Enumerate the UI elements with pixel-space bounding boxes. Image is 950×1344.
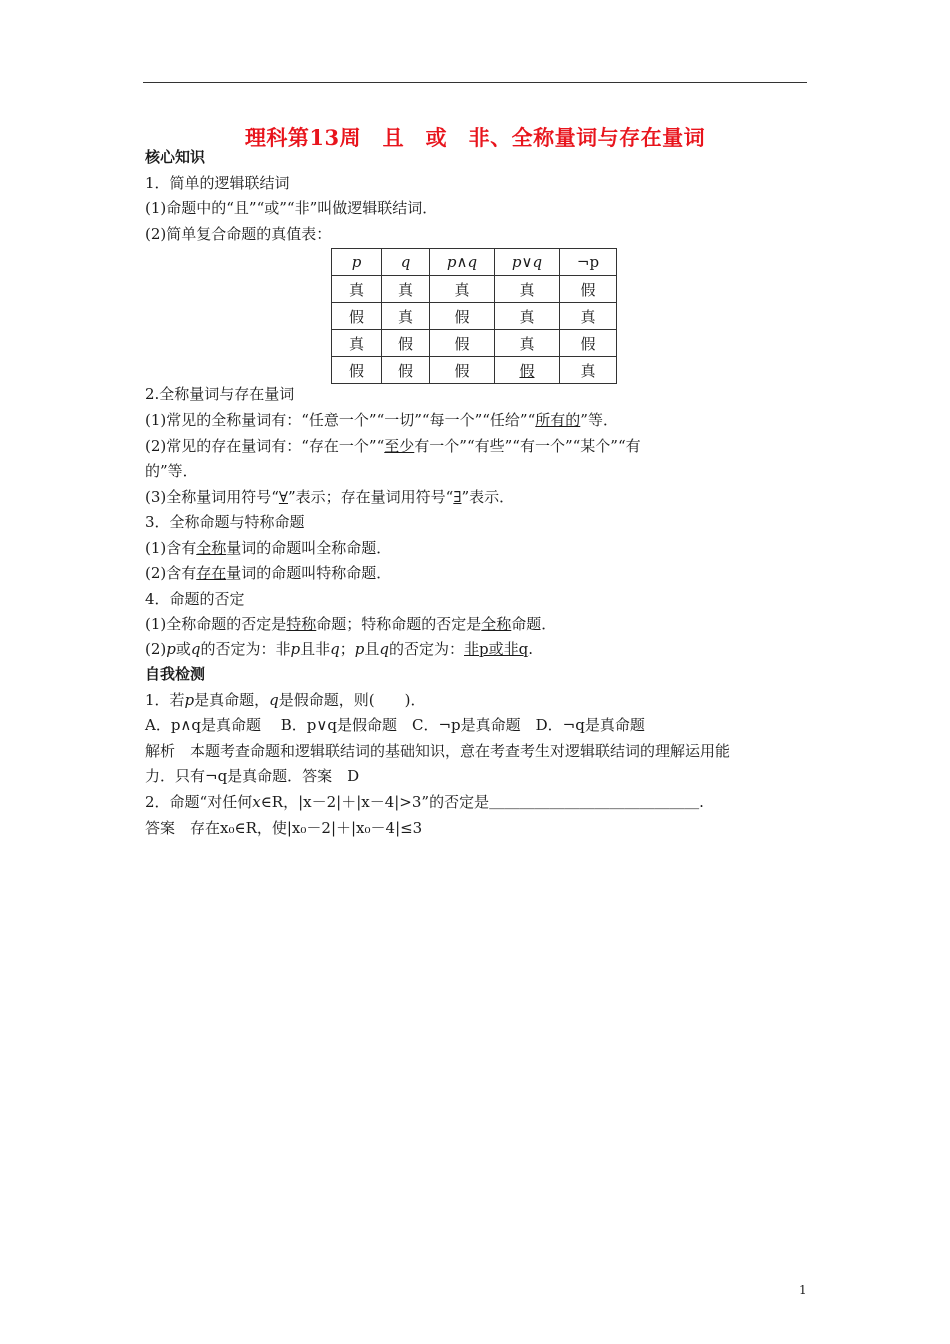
question-1: 1．若p是真命题，q是假命题，则( )． bbox=[145, 691, 426, 709]
answer-underline: 全称 bbox=[481, 615, 512, 633]
exists-symbol: ∃ bbox=[453, 488, 462, 506]
table-cell: 假 bbox=[560, 276, 617, 303]
answer-underline: 存在 bbox=[196, 564, 227, 582]
answer-underline: 所有的 bbox=[535, 411, 581, 429]
table-row bbox=[332, 330, 617, 357]
table-cell: 假 bbox=[332, 357, 382, 384]
paragraph-negation-rules: (1)全称命题的否定是特称命题；特称命题的否定是全称命题． bbox=[145, 615, 557, 633]
answer-underline: 特称 bbox=[286, 615, 317, 633]
header-cell: q bbox=[382, 249, 430, 276]
table-cell: 假 bbox=[332, 303, 382, 330]
paragraph-universal-proposition: (1)含有全称量词的命题叫全称命题． bbox=[145, 539, 392, 557]
paragraph-quantifier-symbols: (3)全称量词用符号“∀”表示；存在量词用符号“∃”表示． bbox=[145, 488, 515, 506]
table-cell: 真 bbox=[332, 276, 382, 303]
table-cell: 假 bbox=[430, 330, 495, 357]
answer-underline: 至少 bbox=[384, 437, 415, 455]
truth-table bbox=[331, 248, 617, 384]
table-cell: 假 bbox=[560, 330, 617, 357]
answer-underline: 非p或非q bbox=[464, 640, 529, 658]
question-2-answer: 答案 存在x₀∈R，使|x₀－2|＋|x₀－4|≤3 bbox=[145, 819, 423, 837]
forall-symbol: ∀ bbox=[278, 488, 288, 506]
table-cell: 假 bbox=[382, 357, 430, 384]
truth-table-header-row bbox=[332, 249, 617, 276]
page-number: 1 bbox=[799, 1283, 807, 1297]
answer-underline: 全称 bbox=[196, 539, 227, 557]
table-cell: 真 bbox=[560, 357, 617, 384]
paragraph-connectives-definition: (1)命题中的“且”“或”“非”叫做逻辑联结词． bbox=[145, 199, 438, 217]
question-1-explanation: 解析 本题考查命题和逻辑联结词的基础知识，意在考查考生对逻辑联结词的理解运用能 bbox=[145, 742, 731, 760]
paragraph-existential-quantifiers-cont: 的”等． bbox=[145, 462, 198, 480]
table-cell: 假 bbox=[430, 303, 495, 330]
table-cell: 真 bbox=[430, 276, 495, 303]
table-cell: 真 bbox=[332, 330, 382, 357]
table-row bbox=[332, 357, 617, 384]
table-cell: 真 bbox=[382, 303, 430, 330]
table-cell: 假 bbox=[382, 330, 430, 357]
paragraph-particular-proposition: (2)含有存在量词的命题叫特称命题． bbox=[145, 564, 392, 582]
question-2: 2．命题“对任何x∈R，|x－2|＋|x－4|>3”的否定是＿＿＿＿＿＿＿＿＿＿＿＿＿＿. bbox=[145, 793, 704, 811]
question-1-options: A．p∧q是真命题 B．p∨q是假命题 C．¬p是真命题 D．¬q是真命题 bbox=[145, 716, 645, 734]
item-universal-particular-propositions: 3．全称命题与特称命题 bbox=[145, 513, 305, 531]
section-heading-core-knowledge: 核心知识 bbox=[145, 148, 206, 166]
answer-blank: ＿＿＿＿＿＿＿＿＿＿＿＿＿＿ bbox=[489, 793, 700, 811]
table-row bbox=[332, 276, 617, 303]
table-cell: 真 bbox=[495, 330, 560, 357]
header-cell: p bbox=[332, 249, 382, 276]
table-cell: 真 bbox=[495, 276, 560, 303]
header-cell: ¬p bbox=[560, 249, 617, 276]
paragraph-truth-table-intro: (2)简单复合命题的真值表： bbox=[145, 225, 332, 243]
table-cell: 真 bbox=[495, 303, 560, 330]
paragraph-existential-quantifiers: (2)常见的存在量词有：“存在一个”“至少有一个”“有些”“有一个”“某个”“有 bbox=[145, 437, 641, 455]
paragraph-universal-quantifiers: (1)常见的全称量词有：“任意一个”“一切”“每一个”“任给”“所有的”等． bbox=[145, 411, 618, 429]
header-cell: p∧q bbox=[430, 249, 495, 276]
paragraph-negation-compound: (2)p或q的否定为：非p且非q；p且q的否定为：非p或非q. bbox=[145, 640, 533, 658]
header-cell: p∨q bbox=[495, 249, 560, 276]
table-cell: 真 bbox=[382, 276, 430, 303]
section-heading-self-test: 自我检测 bbox=[145, 665, 206, 683]
table-cell: 真 bbox=[560, 303, 617, 330]
item-quantifiers: 2.全称量词与存在量词 bbox=[145, 385, 295, 403]
table-row bbox=[332, 303, 617, 330]
page-title: 理科第13周 且 或 非、全称量词与存在量词 bbox=[244, 125, 706, 150]
table-cell: 假 bbox=[495, 357, 560, 384]
question-1-explanation-cont: 力．只有¬q是真命题．答案 D bbox=[145, 767, 360, 785]
item-negation: 4．命题的否定 bbox=[145, 590, 245, 608]
table-cell: 假 bbox=[430, 357, 495, 384]
header-rule bbox=[143, 82, 807, 83]
item-logical-connectives: 1．简单的逻辑联结词 bbox=[145, 174, 290, 192]
